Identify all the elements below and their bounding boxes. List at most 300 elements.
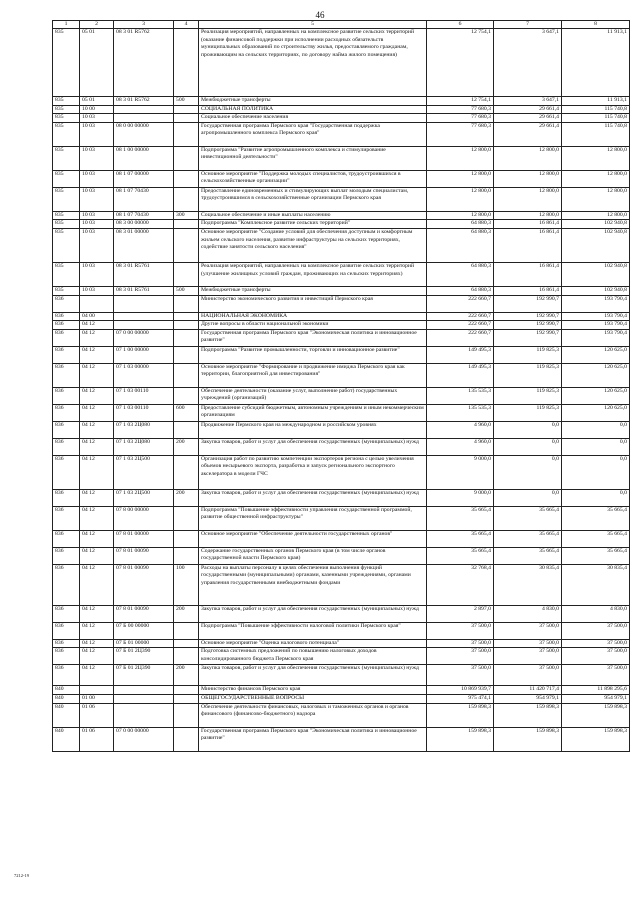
- table-row: [53, 105, 630, 114]
- cell-name: Закупка товаров, работ и услуг для обеспечения государственных (муниципальных) нужд: [199, 438, 427, 455]
- cell-sum-2022: 102 940,8: [562, 228, 630, 262]
- cell-expense-type: [174, 703, 199, 727]
- table-row: [53, 321, 630, 330]
- cell-sum-2021: 0,0: [494, 455, 562, 489]
- cell-target: 08 1 07 00000: [114, 170, 174, 187]
- cell-sum-2021: 0,0: [494, 421, 562, 438]
- cell-expense-type: [174, 363, 199, 387]
- cell-sum-2022: 954 979,1: [562, 694, 630, 703]
- table-row: [53, 665, 630, 686]
- cell-section: 01 06: [80, 703, 114, 727]
- cell-target: 07 Б 00 00000: [114, 622, 174, 639]
- cell-name: Обеспечение деятельности (оказание услуг, выполнение работ) государственных учреждений (организаций): [199, 387, 427, 404]
- cell-name: Организация работ по развитию компетенции экспортеров региона с целью увеличения объемов несырьевого экспорта, разработка и запуск регионального экспортного акселератора в модели ГЧС: [199, 455, 427, 489]
- cell-name: Подпрограмма "Повышение эффективности налоговой политики Пермского края": [199, 622, 427, 639]
- cell-sum-2022: 0,0: [562, 421, 630, 438]
- cell-section: 10 03: [80, 122, 114, 146]
- cell-name: Продвижение Пермского края на международном и российском уровнях: [199, 421, 427, 438]
- cell-target: 07 Б 01 2Ц390: [114, 648, 174, 665]
- cell-expense-type: [174, 727, 199, 751]
- cell-sum-2022: 11 913,1: [562, 97, 630, 106]
- cell-section: 05 01: [80, 97, 114, 106]
- cell-expense-type: 500: [174, 286, 199, 295]
- cell-target: 07 0 00 00000: [114, 329, 174, 346]
- cell-expense-type: [174, 146, 199, 170]
- cell-name: Социальное обеспечение и иные выплаты населению: [199, 211, 427, 220]
- cell-section: 04 12: [80, 363, 114, 387]
- cell-sum-2022: 37 500,0: [562, 665, 630, 686]
- cell-sum-2020: 2 897,0: [427, 605, 494, 622]
- cell-sum-2021: 12 800,0: [494, 146, 562, 170]
- cell-sum-2020: 222 660,7: [427, 312, 494, 321]
- cell-section: 10 03: [80, 220, 114, 229]
- cell-expense-type: [174, 639, 199, 648]
- cell-code: 836: [53, 506, 80, 530]
- cell-code: 840: [53, 727, 80, 751]
- cell-section: 04 12: [80, 605, 114, 622]
- table-row: [53, 211, 630, 220]
- cell-sum-2021: 159 898,3: [494, 727, 562, 751]
- cell-section: 10 03: [80, 262, 114, 286]
- cell-sum-2022: 37 500,0: [562, 622, 630, 639]
- cell-sum-2022: 35 665,4: [562, 547, 630, 564]
- cell-code: 836: [53, 321, 80, 330]
- cell-target: [114, 114, 174, 123]
- col-header-3: 3: [114, 21, 174, 29]
- cell-sum-2020: 77 680,3: [427, 114, 494, 123]
- cell-sum-2021: 12 800,0: [494, 187, 562, 211]
- cell-code: 835: [53, 105, 80, 114]
- cell-expense-type: [174, 506, 199, 530]
- cell-section: 04 12: [80, 346, 114, 363]
- cell-name: ОБЩЕГОСУДАРСТВЕННЫЕ ВОПРОСЫ: [199, 694, 427, 703]
- cell-expense-type: [174, 694, 199, 703]
- table-row: [53, 286, 630, 295]
- cell-target: [114, 105, 174, 114]
- cell-section: 04 12: [80, 547, 114, 564]
- cell-sum-2020: 135 535,3: [427, 404, 494, 421]
- cell-expense-type: [174, 622, 199, 639]
- cell-code: 836: [53, 312, 80, 321]
- cell-sum-2021: 30 835,4: [494, 564, 562, 605]
- cell-target: 07 1 03 00110: [114, 404, 174, 421]
- cell-section: [80, 295, 114, 312]
- cell-section: 04 12: [80, 421, 114, 438]
- cell-name: Основное мероприятие "Обеспечение деятельности государственных органов": [199, 530, 427, 547]
- cell-code: 840: [53, 694, 80, 703]
- cell-sum-2021: 119 825,3: [494, 363, 562, 387]
- cell-name: Основное мероприятие "Оценка налогового потенциала": [199, 639, 427, 648]
- cell-section: 04 00: [80, 312, 114, 321]
- cell-sum-2020: 37 500,0: [427, 648, 494, 665]
- cell-name: Государственная программа Пермского края "Государственная поддержка агропромышленного комплекса Пермского края": [199, 122, 427, 146]
- cell-sum-2022: 35 665,4: [562, 506, 630, 530]
- cell-sum-2020: 222 660,7: [427, 329, 494, 346]
- cell-name: Закупка товаров, работ и услуг для обеспечения государственных (муниципальных) нужд: [199, 665, 427, 686]
- cell-section: 04 12: [80, 404, 114, 421]
- cell-sum-2021: 119 825,3: [494, 404, 562, 421]
- cell-section: 10 03: [80, 286, 114, 295]
- table-row: [53, 438, 630, 455]
- cell-target: 07 8 01 00090: [114, 547, 174, 564]
- cell-name: Подпрограмма "Повышение эффективности управления государственной программой, развитие общественной инфраструктуры": [199, 506, 427, 530]
- cell-sum-2022: 37 500,0: [562, 648, 630, 665]
- cell-sum-2020: 64 880,3: [427, 286, 494, 295]
- cell-section: 05 01: [80, 29, 114, 97]
- cell-sum-2020: 149 495,3: [427, 346, 494, 363]
- cell-sum-2020: 9 000,0: [427, 489, 494, 506]
- cell-section: [80, 686, 114, 695]
- cell-sum-2022: 35 665,4: [562, 530, 630, 547]
- page-number: 46: [315, 10, 325, 20]
- cell-section: 04 12: [80, 564, 114, 605]
- table-row: [53, 506, 630, 530]
- cell-sum-2021: 11 420 717,4: [494, 686, 562, 695]
- cell-target: 07 1 03 00110: [114, 387, 174, 404]
- cell-expense-type: [174, 122, 199, 146]
- cell-sum-2021: 954 979,1: [494, 694, 562, 703]
- cell-sum-2022: 102 940,8: [562, 262, 630, 286]
- cell-code: 835: [53, 29, 80, 97]
- footer-code: 7212-19: [14, 873, 29, 878]
- cell-name: Содержание государственных органов Пермского края (в том числе органов государственной власти Пермского края): [199, 547, 427, 564]
- cell-code: 836: [53, 295, 80, 312]
- cell-target: 08 1 07 70430: [114, 187, 174, 211]
- cell-sum-2021: 35 665,4: [494, 530, 562, 547]
- cell-section: 04 12: [80, 489, 114, 506]
- cell-name: Предоставление субсидий бюджетным, автономным учреждениям и иным некоммерческим организациям: [199, 404, 427, 421]
- cell-name: Межбюджетные трансферты: [199, 97, 427, 106]
- cell-expense-type: [174, 187, 199, 211]
- cell-sum-2021: 29 661,4: [494, 122, 562, 146]
- cell-sum-2021: 192 990,7: [494, 312, 562, 321]
- cell-code: 840: [53, 703, 80, 727]
- cell-sum-2021: 37 500,0: [494, 648, 562, 665]
- cell-section: 10 00: [80, 105, 114, 114]
- cell-code: 836: [53, 404, 80, 421]
- table-row: [53, 421, 630, 438]
- cell-name: Основное мероприятие "Формирование и продвижение имиджа Пермского края как территории, благоприятной для инвестирования": [199, 363, 427, 387]
- table-row: [53, 648, 630, 665]
- cell-sum-2022: 120 625,0: [562, 404, 630, 421]
- cell-sum-2021: 3 647,1: [494, 97, 562, 106]
- cell-target: 07 1 03 2Ц500: [114, 455, 174, 489]
- cell-section: 10 03: [80, 146, 114, 170]
- cell-code: 835: [53, 114, 80, 123]
- col-header-8: 8: [562, 21, 630, 29]
- cell-code: 836: [53, 329, 80, 346]
- cell-expense-type: 200: [174, 605, 199, 622]
- cell-sum-2022: 0,0: [562, 489, 630, 506]
- cell-sum-2020: 12 800,0: [427, 187, 494, 211]
- cell-target: [114, 703, 174, 727]
- cell-sum-2022: 193 790,4: [562, 295, 630, 312]
- cell-sum-2020: 12 800,0: [427, 170, 494, 187]
- cell-target: 08 3 01 R5761: [114, 286, 174, 295]
- cell-code: 836: [53, 363, 80, 387]
- cell-name: Предоставление единовременных и стимулирующих выплат молодым специалистам, трудоустроившимся в сельскохозяйственные организации Пермского края: [199, 187, 427, 211]
- cell-section: 01 06: [80, 727, 114, 751]
- cell-section: 04 12: [80, 438, 114, 455]
- cell-sum-2022: 193 790,4: [562, 329, 630, 346]
- cell-sum-2020: 12 754,1: [427, 29, 494, 97]
- cell-name: Министерство экономического развития и инвестиций Пермского края: [199, 295, 427, 312]
- cell-expense-type: 600: [174, 404, 199, 421]
- cell-sum-2020: 35 665,4: [427, 530, 494, 547]
- table-body: [53, 21, 630, 752]
- cell-sum-2020: 222 660,7: [427, 295, 494, 312]
- cell-section: 04 12: [80, 455, 114, 489]
- cell-target: 07 1 03 00000: [114, 363, 174, 387]
- cell-code: 836: [53, 530, 80, 547]
- cell-target: 07 Б 01 2Ц390: [114, 665, 174, 686]
- cell-expense-type: 300: [174, 211, 199, 220]
- cell-sum-2022: 30 835,4: [562, 564, 630, 605]
- cell-sum-2020: 77 680,3: [427, 105, 494, 114]
- table-row: [53, 727, 630, 751]
- cell-expense-type: [174, 170, 199, 187]
- cell-name: Реализация мероприятий, направленных на комплексное развитие сельских территорий (оказание финансовой поддержки при исполнении расходных обязательств муниципальных образований по строительству жилья, предоставляемого гражданам, проживающим на сельских территориях, по договору найма жилого помещения): [199, 29, 427, 97]
- cell-code: 835: [53, 228, 80, 262]
- cell-target: 07 8 01 00090: [114, 564, 174, 605]
- table-row: [53, 146, 630, 170]
- cell-name: Закупка товаров, работ и услуг для обеспечения государственных (муниципальных) нужд: [199, 489, 427, 506]
- cell-name: Социальное обеспечение населения: [199, 114, 427, 123]
- cell-sum-2020: 64 880,3: [427, 228, 494, 262]
- cell-sum-2020: 37 500,0: [427, 622, 494, 639]
- cell-target: 07 1 03 2Ц080: [114, 438, 174, 455]
- cell-code: 835: [53, 211, 80, 220]
- cell-sum-2022: 4 830,0: [562, 605, 630, 622]
- cell-expense-type: [174, 295, 199, 312]
- cell-sum-2021: 192 990,7: [494, 321, 562, 330]
- cell-name: Подпрограмма "Развитие агропромышленного комплекса и стимулирование инвестиционной деятельности": [199, 146, 427, 170]
- cell-code: 836: [53, 346, 80, 363]
- cell-name: СОЦИАЛЬНАЯ ПОЛИТИКА: [199, 105, 427, 114]
- cell-section: 01 00: [80, 694, 114, 703]
- table-row: [53, 187, 630, 211]
- cell-sum-2021: 192 990,7: [494, 329, 562, 346]
- cell-name: Подготовка системных предложений по повышению налоговых доходов консолидированного бюджета Пермского края: [199, 648, 427, 665]
- cell-section: 10 03: [80, 187, 114, 211]
- cell-name: Основное мероприятие "Создание условий для обеспечения доступным и комфортным жильем сельского населения, развитие инфраструктуры на сельских территориях, содействие занятости сельского населения": [199, 228, 427, 262]
- cell-code: 836: [53, 438, 80, 455]
- table-row: [53, 489, 630, 506]
- cell-sum-2020: 4 960,0: [427, 421, 494, 438]
- cell-sum-2020: 35 665,4: [427, 506, 494, 530]
- cell-code: 835: [53, 262, 80, 286]
- cell-sum-2022: 159 898,3: [562, 703, 630, 727]
- cell-code: 836: [53, 564, 80, 605]
- cell-sum-2020: 159 898,3: [427, 727, 494, 751]
- cell-sum-2021: 119 825,3: [494, 387, 562, 404]
- table-row: [53, 547, 630, 564]
- cell-section: 10 03: [80, 114, 114, 123]
- cell-section: 04 12: [80, 387, 114, 404]
- cell-expense-type: 200: [174, 665, 199, 686]
- cell-sum-2022: 12 800,0: [562, 211, 630, 220]
- table-row: [53, 295, 630, 312]
- cell-code: 836: [53, 421, 80, 438]
- cell-sum-2022: 115 740,8: [562, 105, 630, 114]
- cell-sum-2022: 120 625,0: [562, 387, 630, 404]
- cell-sum-2020: 9 000,0: [427, 455, 494, 489]
- cell-sum-2020: 159 898,3: [427, 703, 494, 727]
- cell-sum-2021: 35 665,4: [494, 547, 562, 564]
- cell-name: Межбюджетные трансферты: [199, 286, 427, 295]
- cell-sum-2022: 12 800,0: [562, 170, 630, 187]
- cell-expense-type: [174, 114, 199, 123]
- cell-code: 835: [53, 97, 80, 106]
- cell-target: [114, 312, 174, 321]
- cell-sum-2022: 12 800,0: [562, 187, 630, 211]
- table-row: [53, 404, 630, 421]
- cell-target: 08 3 01 00000: [114, 228, 174, 262]
- cell-target: 08 1 00 00000: [114, 146, 174, 170]
- table-row: [53, 122, 630, 146]
- cell-expense-type: [174, 455, 199, 489]
- cell-sum-2021: 192 990,7: [494, 295, 562, 312]
- cell-name: Государственная программа Пермского края "Экономическая политика и инновационное развитие": [199, 727, 427, 751]
- cell-sum-2021: 16 861,4: [494, 228, 562, 262]
- cell-code: 836: [53, 665, 80, 686]
- cell-sum-2020: 64 880,3: [427, 262, 494, 286]
- cell-code: 836: [53, 547, 80, 564]
- col-header-7: 7: [494, 21, 562, 29]
- cell-sum-2020: 12 800,0: [427, 211, 494, 220]
- cell-sum-2022: 37 500,0: [562, 639, 630, 648]
- cell-target: 08 3 01 R5762: [114, 97, 174, 106]
- cell-section: 10 03: [80, 170, 114, 187]
- cell-code: 836: [53, 455, 80, 489]
- cell-code: 836: [53, 489, 80, 506]
- cell-sum-2022: 12 800,0: [562, 146, 630, 170]
- cell-expense-type: [174, 228, 199, 262]
- cell-name: Государственная программа Пермского края "Экономическая политика и инновационное развитие": [199, 329, 427, 346]
- table-row: [53, 114, 630, 123]
- cell-code: 835: [53, 286, 80, 295]
- cell-expense-type: [174, 105, 199, 114]
- table-row: [53, 228, 630, 262]
- cell-expense-type: [174, 421, 199, 438]
- table-row: [53, 694, 630, 703]
- cell-section: 04 12: [80, 530, 114, 547]
- cell-sum-2022: 115 740,8: [562, 114, 630, 123]
- cell-sum-2020: 4 960,0: [427, 438, 494, 455]
- cell-sum-2022: 11 913,1: [562, 29, 630, 97]
- cell-sum-2021: 29 661,4: [494, 114, 562, 123]
- cell-expense-type: [174, 321, 199, 330]
- cell-expense-type: 200: [174, 438, 199, 455]
- cell-section: 04 12: [80, 622, 114, 639]
- cell-sum-2022: 0,0: [562, 455, 630, 489]
- cell-sum-2022: 102 940,8: [562, 286, 630, 295]
- cell-code: 840: [53, 686, 80, 695]
- cell-section: 04 12: [80, 321, 114, 330]
- cell-sum-2022: 193 790,4: [562, 321, 630, 330]
- cell-target: 07 8 00 00000: [114, 506, 174, 530]
- table-row: [53, 170, 630, 187]
- cell-sum-2021: 35 665,4: [494, 506, 562, 530]
- cell-section: 04 12: [80, 329, 114, 346]
- cell-sum-2020: 64 880,3: [427, 220, 494, 229]
- cell-target: [114, 686, 174, 695]
- cell-code: 836: [53, 605, 80, 622]
- cell-sum-2022: 193 790,4: [562, 312, 630, 321]
- table-row: [53, 639, 630, 648]
- cell-section: 10 03: [80, 211, 114, 220]
- cell-sum-2022: 120 625,0: [562, 363, 630, 387]
- cell-sum-2022: 159 898,3: [562, 727, 630, 751]
- cell-name: Подпрограмма "Развитие промышленности, торговли и инновационное развитие": [199, 346, 427, 363]
- cell-name: Основное мероприятие "Поддержка молодых специалистов, трудоустроившихся в сельскохозяйственные организации": [199, 170, 427, 187]
- cell-sum-2022: 120 625,0: [562, 346, 630, 363]
- cell-expense-type: [174, 220, 199, 229]
- header-row: [53, 21, 630, 29]
- table-row: [53, 530, 630, 547]
- cell-target: 08 0 00 00000: [114, 122, 174, 146]
- cell-target: [114, 295, 174, 312]
- table-row: [53, 97, 630, 106]
- cell-sum-2021: 29 661,4: [494, 105, 562, 114]
- table-row: [53, 363, 630, 387]
- cell-code: 835: [53, 220, 80, 229]
- cell-sum-2021: 0,0: [494, 438, 562, 455]
- cell-sum-2021: 37 500,0: [494, 622, 562, 639]
- cell-section: 04 12: [80, 506, 114, 530]
- cell-code: 836: [53, 622, 80, 639]
- budget-table: [52, 20, 630, 752]
- cell-target: 07 1 03 2Ц080: [114, 421, 174, 438]
- cell-sum-2020: 149 495,3: [427, 363, 494, 387]
- cell-expense-type: 100: [174, 564, 199, 605]
- cell-name: Обеспечение деятельности финансовых, налоговых и таможенных органов и органов финансового (финансово-бюджетного) надзора: [199, 703, 427, 727]
- cell-code: 835: [53, 122, 80, 146]
- cell-sum-2021: 16 861,4: [494, 286, 562, 295]
- cell-sum-2020: 37 500,0: [427, 665, 494, 686]
- cell-sum-2020: 222 660,7: [427, 321, 494, 330]
- table-row: [53, 387, 630, 404]
- cell-name: Министерство финансов Пермского края: [199, 686, 427, 695]
- cell-section: 04 12: [80, 639, 114, 648]
- cell-section: 04 12: [80, 648, 114, 665]
- cell-target: 08 3 00 00000: [114, 220, 174, 229]
- cell-target: 07 Б 01 00000: [114, 639, 174, 648]
- cell-sum-2021: 16 861,4: [494, 262, 562, 286]
- cell-target: 07 8 01 00090: [114, 605, 174, 622]
- col-header-5: 5: [199, 21, 427, 29]
- cell-sum-2022: 102 940,8: [562, 220, 630, 229]
- cell-section: 04 12: [80, 665, 114, 686]
- cell-code: 836: [53, 387, 80, 404]
- cell-expense-type: [174, 346, 199, 363]
- cell-target: 07 1 03 2Ц500: [114, 489, 174, 506]
- table-row: [53, 29, 630, 97]
- cell-code: 836: [53, 648, 80, 665]
- col-header-1: 1: [53, 21, 80, 29]
- cell-name: Подпрограмма "Комплексное развитие сельских территорий": [199, 220, 427, 229]
- table-row: [53, 312, 630, 321]
- table-row: [53, 622, 630, 639]
- cell-sum-2022: 0,0: [562, 438, 630, 455]
- cell-target: 08 1 07 70430: [114, 211, 174, 220]
- cell-expense-type: [174, 686, 199, 695]
- cell-target: 07 0 00 00000: [114, 727, 174, 751]
- cell-sum-2021: 12 800,0: [494, 170, 562, 187]
- cell-sum-2020: 975 474,1: [427, 694, 494, 703]
- cell-sum-2021: 0,0: [494, 489, 562, 506]
- cell-sum-2021: 119 825,3: [494, 346, 562, 363]
